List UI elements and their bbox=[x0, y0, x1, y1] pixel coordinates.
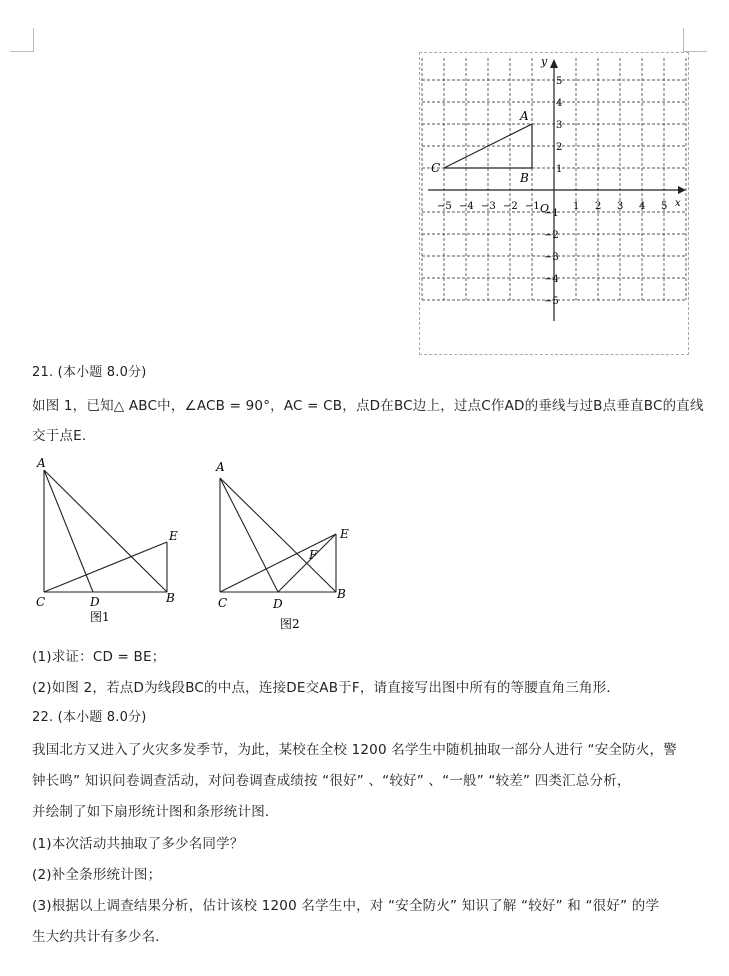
coordinate-grid-svg bbox=[420, 53, 690, 356]
fig1-segment-ab bbox=[44, 470, 167, 592]
x-tick-label: −5 bbox=[437, 201, 452, 212]
fig2-label-b: B bbox=[337, 587, 346, 601]
y-tick-label: 2 bbox=[556, 142, 563, 153]
fig2-caption: 图2 bbox=[280, 617, 300, 631]
q22-part3-line1: (3)根据以上调查结果分析，估计该校 1200 名学生中，对 “安全防火” 知识了解 “较好” 和 “很好” 的学 bbox=[32, 898, 660, 914]
fig2-label-a: A bbox=[216, 460, 225, 474]
q22-part3-line2: 生大约共计有多少名． bbox=[32, 929, 169, 945]
x-axis-arrow-icon bbox=[678, 186, 686, 194]
corner-mark-right-vertical bbox=[683, 28, 684, 52]
y-tick-label: −2 bbox=[544, 230, 559, 241]
fig2-segment-ce bbox=[220, 534, 336, 592]
fig2-label-f: F bbox=[309, 548, 318, 562]
origin-label: O bbox=[540, 202, 550, 215]
q21-part1: (1)求证：CD = BE； bbox=[32, 649, 166, 665]
y-tick-label: 5 bbox=[556, 76, 563, 87]
fig1-segment-ad bbox=[44, 470, 93, 592]
q22-heading: 22. (本小题 8.0分) bbox=[32, 710, 147, 725]
fig1-segment-ce bbox=[44, 542, 167, 592]
x-tick-label: −3 bbox=[481, 201, 496, 212]
fig2-segment-ab bbox=[220, 478, 336, 592]
q21-figure-2 bbox=[210, 458, 360, 638]
q21-statement-line2: 交于点E． bbox=[32, 428, 96, 444]
q22-part2: (2)补全条形统计图； bbox=[32, 867, 162, 883]
x-tick-label: −4 bbox=[459, 201, 474, 212]
coordinate-grid-figure bbox=[419, 52, 689, 355]
triangle-abc bbox=[431, 109, 532, 185]
x-axis-name: x bbox=[675, 198, 681, 209]
y-axis-arrow-icon bbox=[550, 59, 558, 68]
fig2-segment-ad bbox=[220, 478, 278, 592]
x-tick-label: 5 bbox=[661, 201, 668, 212]
corner-mark-left-horizontal bbox=[10, 51, 34, 52]
y-tick-label: −5 bbox=[544, 296, 559, 307]
fig1-label-c: C bbox=[36, 595, 46, 609]
q21-heading: 21. (本小题 8.0分) bbox=[32, 365, 147, 380]
q22-statement-line3: 并绘制了如下扇形统计图和条形统计图． bbox=[32, 804, 279, 820]
fig2-label-c: C bbox=[218, 596, 228, 610]
q21-part2: (2)如图 2，若点D为线段BC的中点，连接DE交AB于F，请直接写出图中所有的等腰直角三角形． bbox=[32, 680, 621, 696]
fig1-label-d: D bbox=[90, 595, 100, 609]
y-tick-label: 1 bbox=[556, 164, 563, 175]
x-tick-label: −2 bbox=[503, 201, 518, 212]
corner-mark-left-vertical bbox=[33, 28, 34, 52]
q22-part1: (1)本次活动共抽取了多少名同学？ bbox=[32, 836, 244, 852]
fig1-label-e: E bbox=[169, 529, 178, 543]
y-tick-label: −3 bbox=[544, 252, 559, 263]
q22-statement-line2: 钟长鸣” 知识问卷调查活动，对问卷调查成绩按 “很好” 、“较好” 、“一般” “较差” 四类汇总分析， bbox=[32, 773, 631, 789]
fig2-label-e: E bbox=[340, 527, 349, 541]
q22-statement-line1: 我国北方又进入了火灾多发季节，为此，某校在全校 1200 名学生中随机抽取一部分人进行 “安全防火，警 bbox=[32, 742, 677, 758]
x-tick-label: 3 bbox=[617, 201, 624, 212]
fig1-label-b: B bbox=[166, 591, 175, 605]
y-tick-label: 4 bbox=[556, 98, 563, 109]
x-tick-label: 2 bbox=[595, 201, 602, 212]
y-axis-name: y bbox=[541, 55, 548, 68]
y-tick-label: −4 bbox=[544, 274, 559, 285]
y-tick-label: −1 bbox=[544, 208, 559, 219]
x-tick-label: −1 bbox=[525, 201, 540, 212]
q21-statement-line1: 如图 1，已知△ ABC中，∠ACB = 90°，AC = CB，点D在BC边上，过点C作AD的垂线与过B点垂直BC的直线 bbox=[32, 398, 704, 414]
point-label-c: C bbox=[431, 161, 441, 175]
fig1-label-a: A bbox=[37, 456, 46, 470]
x-tick-label: 4 bbox=[639, 201, 646, 212]
y-tick-label: 3 bbox=[556, 120, 563, 131]
fig1-caption: 图1 bbox=[90, 610, 110, 624]
fig2-label-d: D bbox=[273, 597, 283, 611]
point-label-b: B bbox=[520, 171, 529, 185]
x-tick-label: 1 bbox=[573, 201, 580, 212]
point-label-a: A bbox=[520, 109, 529, 123]
tick-labels bbox=[437, 76, 667, 307]
q21-figure-1 bbox=[30, 454, 190, 634]
